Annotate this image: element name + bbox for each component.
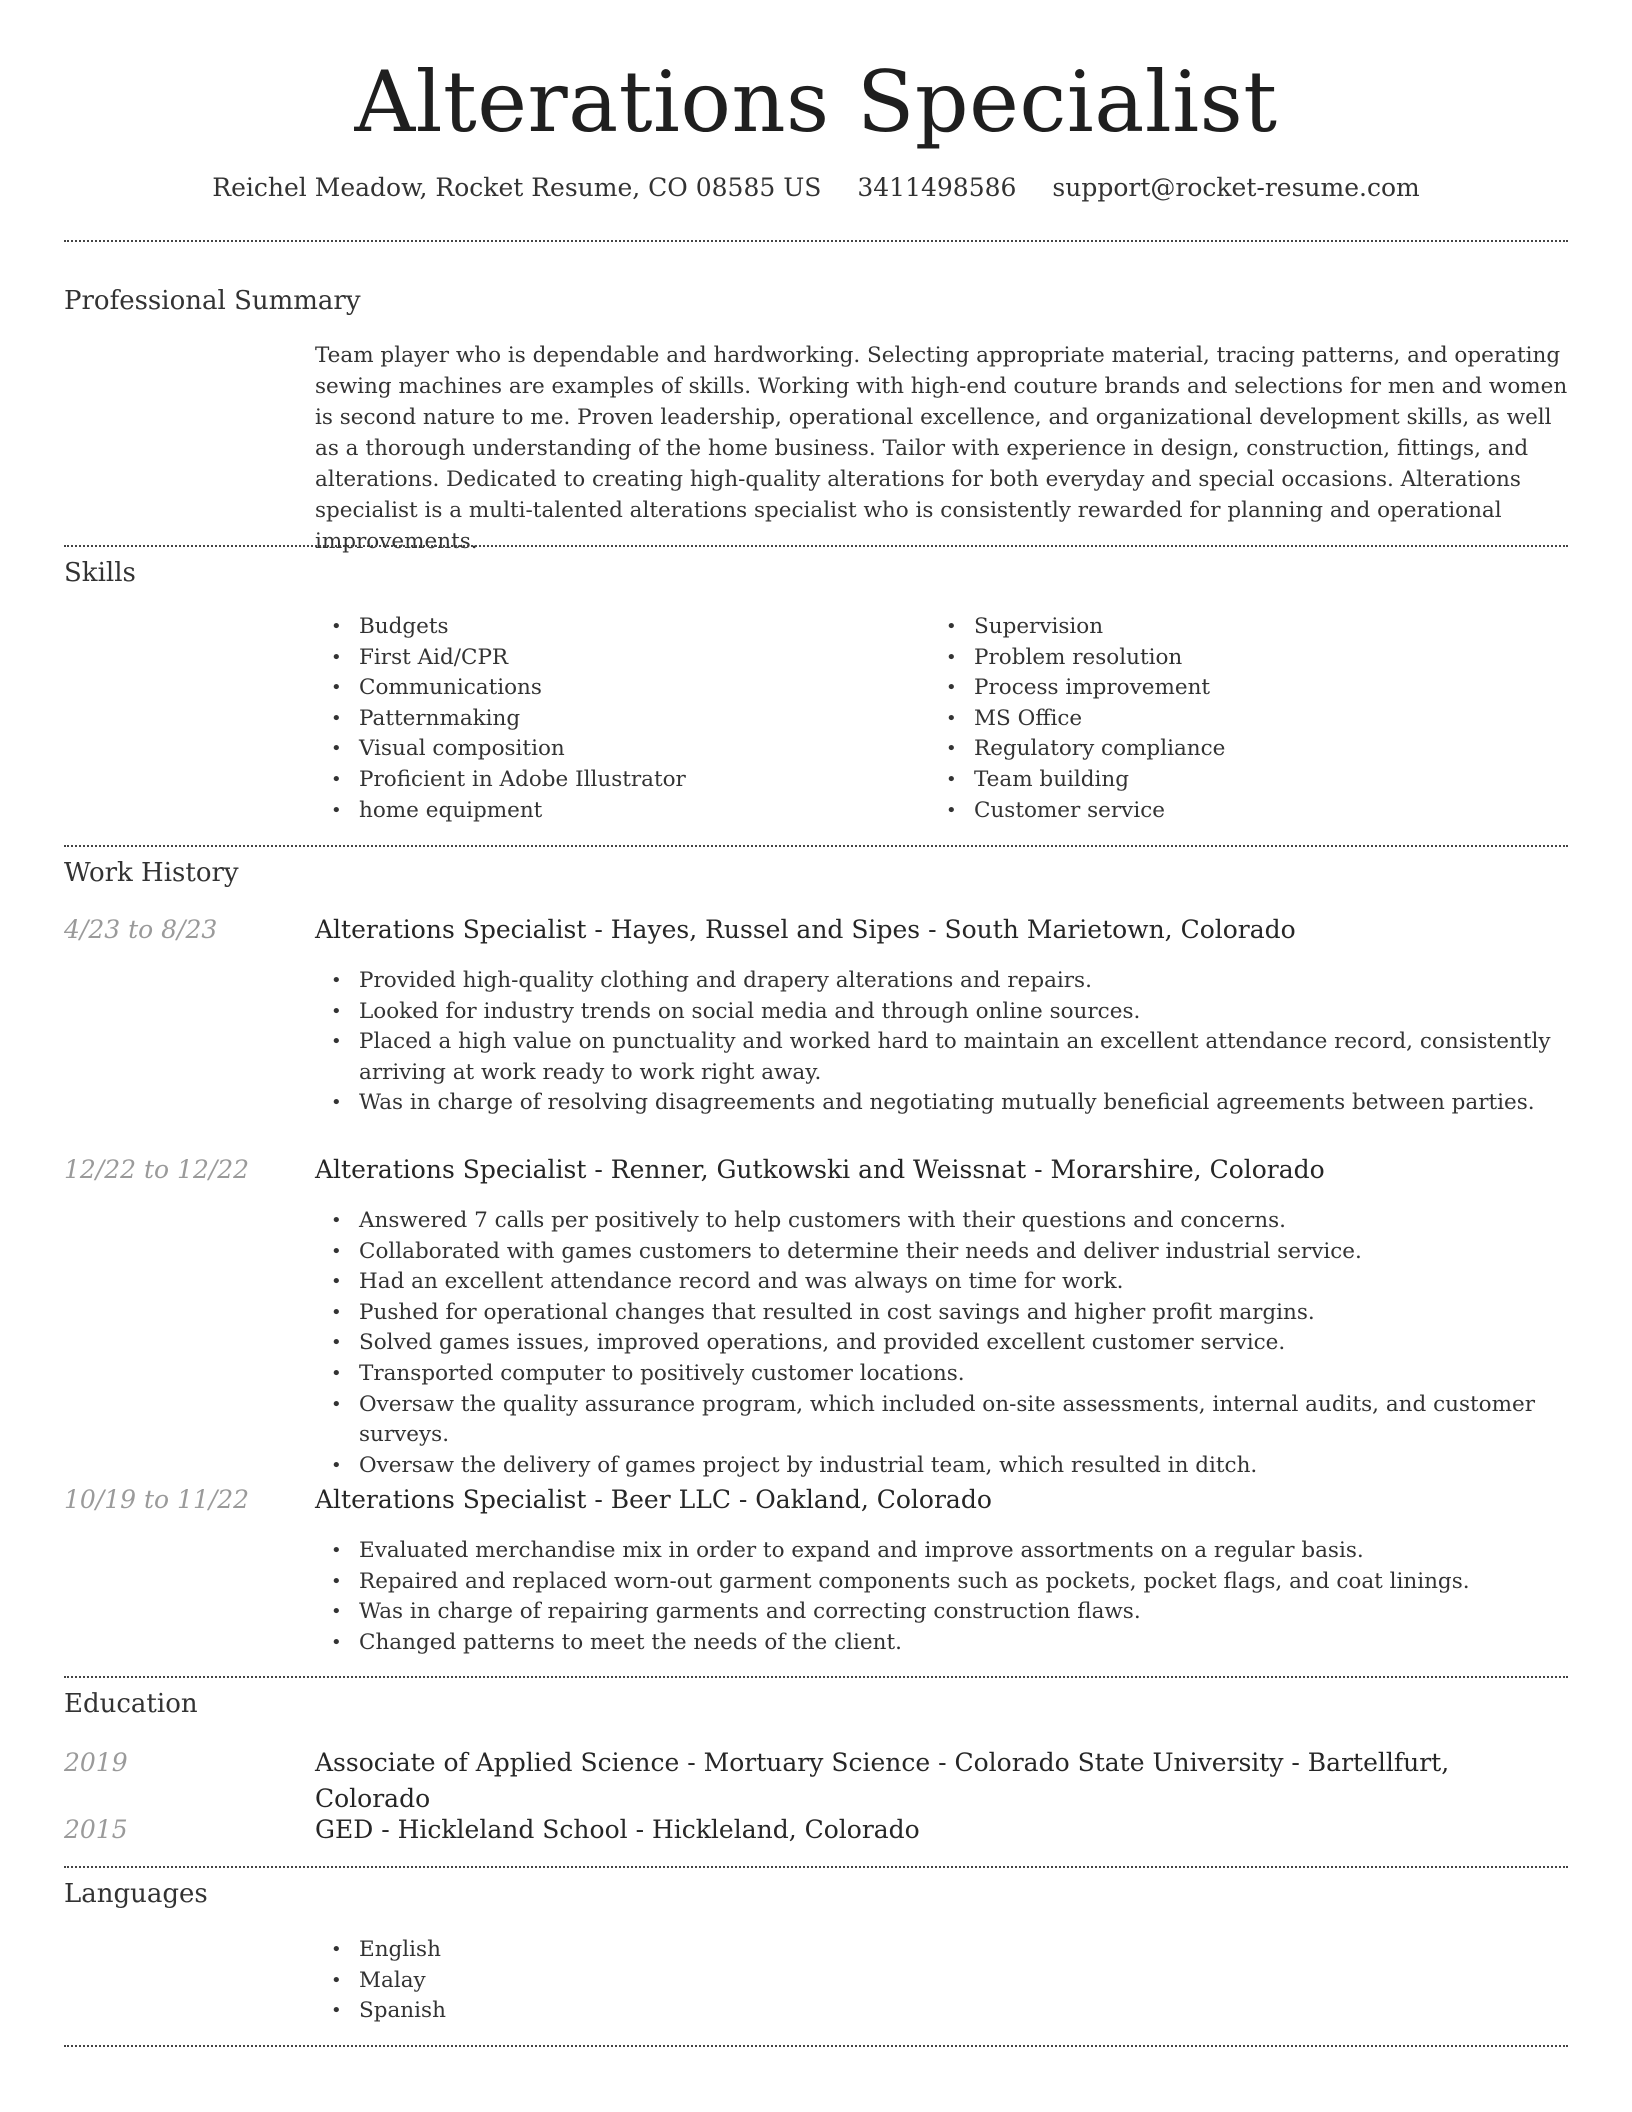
job-bullet: • Changed patterns to meet the needs of the client. bbox=[315, 1628, 1568, 1659]
job-bullets bbox=[315, 966, 1568, 1119]
skill-item: • Budgets bbox=[315, 612, 686, 643]
section-title-languages: Languages bbox=[64, 1879, 208, 1909]
skill-item: • home equipment bbox=[315, 796, 686, 827]
job-title: Alterations Specialist - Renner, Gutkowski and Weissnat - Morarshire, Colorado bbox=[315, 1155, 1325, 1184]
skill-item: • Communications bbox=[315, 673, 686, 704]
languages-list bbox=[315, 1935, 1568, 2027]
skill-item: • Supervision bbox=[930, 612, 1225, 643]
divider bbox=[64, 545, 1568, 547]
language-item: • Spanish bbox=[315, 1996, 1568, 2027]
job-bullet: • Oversaw the delivery of games project by industrial team, which resulted in ditch. bbox=[315, 1451, 1568, 1482]
skill-item: • Process improvement bbox=[930, 673, 1225, 704]
skill-item: • First Aid/CPR bbox=[315, 643, 686, 674]
job-bullet: • Transported computer to positively customer locations. bbox=[315, 1359, 1568, 1390]
skill-item: • Regulatory compliance bbox=[930, 734, 1225, 765]
section-title-education: Education bbox=[64, 1689, 198, 1719]
education-title: Associate of Applied Science - Mortuary Science - Colorado State University - Bartellfurt, Colorado bbox=[315, 1748, 1450, 1813]
divider bbox=[64, 1866, 1568, 1868]
skill-item: • Team building bbox=[930, 765, 1225, 796]
skill-item: • Problem resolution bbox=[930, 643, 1225, 674]
language-item: • English bbox=[315, 1935, 1568, 1966]
divider bbox=[64, 240, 1568, 242]
education-year: 2019 bbox=[64, 1748, 128, 1777]
job-dates: 10/19 to 11/22 bbox=[64, 1485, 250, 1514]
section-title-skills: Skills bbox=[64, 558, 136, 588]
section-title-work: Work History bbox=[64, 858, 239, 888]
contact-address: Reichel Meadow, Rocket Resume, CO 08585 US bbox=[212, 173, 822, 202]
job-bullet: • Collaborated with games customers to determine their needs and deliver industrial service. bbox=[315, 1237, 1568, 1268]
divider bbox=[64, 845, 1568, 847]
education-year: 2015 bbox=[64, 1815, 128, 1844]
job-bullet: • Pushed for operational changes that resulted in cost savings and higher profit margins. bbox=[315, 1298, 1568, 1329]
job-bullet: • Repaired and replaced worn-out garment components such as pockets, pocket flags, and coat linings. bbox=[315, 1567, 1568, 1598]
resume-title: Alterations Specialist bbox=[354, 53, 1278, 151]
job-bullet: • Looked for industry trends on social media and through online sources. bbox=[315, 997, 1568, 1028]
divider bbox=[64, 2045, 1568, 2047]
job-bullet: • Placed a high value on punctuality and worked hard to maintain an excellent attendance record, consistently arriving at work ready to work right away. bbox=[315, 1027, 1568, 1088]
job-bullets bbox=[315, 1206, 1568, 1481]
skill-item: • MS Office bbox=[930, 704, 1225, 735]
job-bullet: • Answered 7 calls per positively to help customers with their questions and concerns. bbox=[315, 1206, 1568, 1237]
summary-text: Team player who is dependable and hardworking. Selecting appropriate material, tracing patterns, and operating sewing machines are examples of skills. Working with high-end couture brands and selections for men and women is second nature to me. Proven leadership, operational excellence, and organizational development skills, as well as a thorough understanding of the home business. Tailor with experience in design, construction, fittings, and alterations. Dedicated to creating high-quality alterations for both everyday and special occasions. Alterations specialist is a multi-talented alterations specialist who is consistently rewarded for planning and operational improvements. bbox=[315, 343, 1568, 554]
job-dates: 12/22 to 12/22 bbox=[64, 1155, 250, 1184]
contact-phone: 3411498586 bbox=[857, 173, 1017, 202]
skill-item: • Customer service bbox=[930, 796, 1225, 827]
job-bullet: • Oversaw the quality assurance program, which included on-site assessments, internal audits, and customer surveys. bbox=[315, 1390, 1568, 1451]
job-bullet: • Provided high-quality clothing and drapery alterations and repairs. bbox=[315, 966, 1568, 997]
job-bullet: • Was in charge of repairing garments and correcting construction flaws. bbox=[315, 1597, 1568, 1628]
skill-item: • Visual composition bbox=[315, 734, 686, 765]
section-title-summary: Professional Summary bbox=[64, 286, 361, 316]
job-bullet: • Was in charge of resolving disagreements and negotiating mutually beneficial agreements between parties. bbox=[315, 1088, 1568, 1119]
contact-email: support@rocket-resume.com bbox=[1052, 173, 1420, 202]
job-title: Alterations Specialist - Beer LLC - Oakland, Colorado bbox=[315, 1485, 992, 1514]
job-bullet: • Evaluated merchandise mix in order to expand and improve assortments on a regular basis. bbox=[315, 1536, 1568, 1567]
skills-list-left bbox=[315, 612, 686, 826]
language-item: • Malay bbox=[315, 1966, 1568, 1997]
job-bullets bbox=[315, 1536, 1568, 1658]
divider bbox=[64, 1676, 1568, 1678]
contact-line bbox=[64, 168, 1568, 208]
skills-list-right bbox=[930, 612, 1225, 826]
job-bullet: • Had an excellent attendance record and was always on time for work. bbox=[315, 1267, 1568, 1298]
skill-item: • Proficient in Adobe Illustrator bbox=[315, 765, 686, 796]
skill-item: • Patternmaking bbox=[315, 704, 686, 735]
job-dates: 4/23 to 8/23 bbox=[64, 915, 218, 944]
job-title: Alterations Specialist - Hayes, Russel and Sipes - South Marietown, Colorado bbox=[315, 915, 1296, 944]
education-title: GED - Hickleland School - Hickleland, Colorado bbox=[315, 1815, 920, 1844]
job-bullet: • Solved games issues, improved operations, and provided excellent customer service. bbox=[315, 1328, 1568, 1359]
